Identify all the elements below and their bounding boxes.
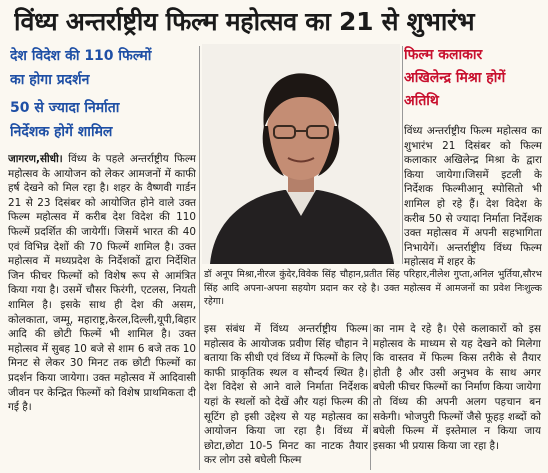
portrait-photo [202,44,400,264]
portrait-illustration [202,44,400,264]
dateline: जागरण,सीधी। [8,153,63,165]
column-divider [199,46,200,470]
deck-primary [10,44,198,94]
column-divider [370,324,371,470]
sidebar-headline-line-3: अतिथि [404,93,439,109]
sidebar-text: विंध्य अन्तर्राष्ट्रीय फिल्म महोत्सव का शुभारंभ 21 दिसंबर को फिल्म कलाकार अखिलेन्द्र मिश्रा के द्वारा किया जायेगा।जिसमें इटली के निर्देशक फिल्मीआनू स्पोसितो भी शामिल हो रहे हैं। देश विदेश के करीब 50 से ज्यादा निर्माता निर्देशक उक्त महोत्सव में अपनी सहभागिता निभायेगें। अन्तर्राष्ट्रीय विंध्य फिल्म महोत्सव में शहर के [404,125,542,269]
sidebar-headline-line-1: फिल्म कलाकार [404,47,483,63]
sidebar-headline [404,44,544,120]
headline: विंध्य अन्तर्राष्ट्रीय फिल्म महोत्सव का 21 से शुभारंभ [14,7,475,36]
photo-caption: डॉ अनूप मिश्रा,नीरज कुंदेर,विवेक सिंह चौहान,प्रतीत सिंह परिहार,नीलेश गुप्ता,अनिल भुर्तिया,सौरभ सिंह आदि अपना-अपना सहयोग प्रदान कर रहे है। उक्त महोत्सव में आमजनों का प्रवेश निःशुल्क रहेगा। [204,269,542,308]
deck-line-3: 50 से ज्यादा निर्माता [10,100,120,116]
deck-line-1: देश विदेश की 110 फिल्मों [10,48,152,64]
article-column-2: इस संबंध में विंध्य अन्तर्राष्ट्रीय फिल्म महोत्सव के आयोजक प्रवीण सिंह चौहान ने बताया कि सीधी एवं विंध्य में फिल्मों के लिए काफी प्राकृतिक स्थल व सौन्दर्य स्थित है। देश विदेश से आने वाले निर्माता निर्देशक यहां के स्थलों को देखें और यहां फिल्म की सूटिंग हो इसी उद्देश्य से यह महोत्सव का आयोजन किया जा रहा है। विंध्य में छोटा,छोटा 10-5 मिनट का नाटक तैयार कर लोग उसे बघेली फिल्म [204,323,368,467]
article-column-1-text: विंध्य के पहले अन्तर्राष्ट्रीय फिल्म महोत्सव के आयोजन को लेकर आमजनों में काफी हर्ष देखने को मिल रहा है। शहर के वैष्णवी गार्डन 21 से 23 दिसंबर को आयोजित होने वाले उक्त फिल्म महोत्सव में करीब देश विदेश की 110 फिल्में प्रदर्शित की जायेगीं। जिसमें भारत की 40 एवं विभिन्न देशों की 70 फिल्में शामिल है। उक्त महोत्सव में मध्यप्रदेश के निर्देशकों द्वारा निर्देशित जिन फीचर फिल्मों को विशेष रूप से आमंत्रित किया गया है। उसमें चौसर फिरंगी, एटलस, नियती शामिल है। इसके साथ ही देश की असम, कोलकाता, जम्मू, महाराष्ट्र,केरल,दिल्ली,यूपी,बिहार आदि की छोटी फिल्में भी शामिल है। उक्त महोत्सव में सुबह 10 बजे से शाम 6 बजे तक 10 मिनट से लेकर 30 मिनट तक छोटी फिल्मों का प्रदर्शन किया जायेगा। उक्त महोत्सव में आदिवासी जीवन पर केन्द्रित फिल्मों को विशेष प्राथमिकता दी गई है। [8,153,196,414]
sidebar-headline-line-2: अखिलेन्द्र मिश्रा होगें [404,70,506,86]
article-column-1 [8,152,196,470]
column-divider [402,46,403,264]
deck-line-2: का होगा प्रदर्शन [10,72,90,88]
deck-line-4: निर्देशक होगें शामिल [10,124,113,140]
deck-secondary [10,96,198,146]
article-column-3: का नाम दे रहे है। ऐसे कलाकारों को इस महोत्सव के माध्यम से यह देखने को मिलेगा कि वास्तव में फिल्म किस तरीके से तैयार होती है और उसी अनुभव के साथ अगर बघेली फीचर फिल्मों का निर्माण किया जायेगा तो विंध्य की अपनी अलग पहचान बन सकेगी। भोजपुरी फिल्मों जैसे फूहड़ शब्दों को बघेली फिल्म में इस्तेमाल न किया जाय इसका भी प्रयास किया जा रहा है। [373,323,541,452]
